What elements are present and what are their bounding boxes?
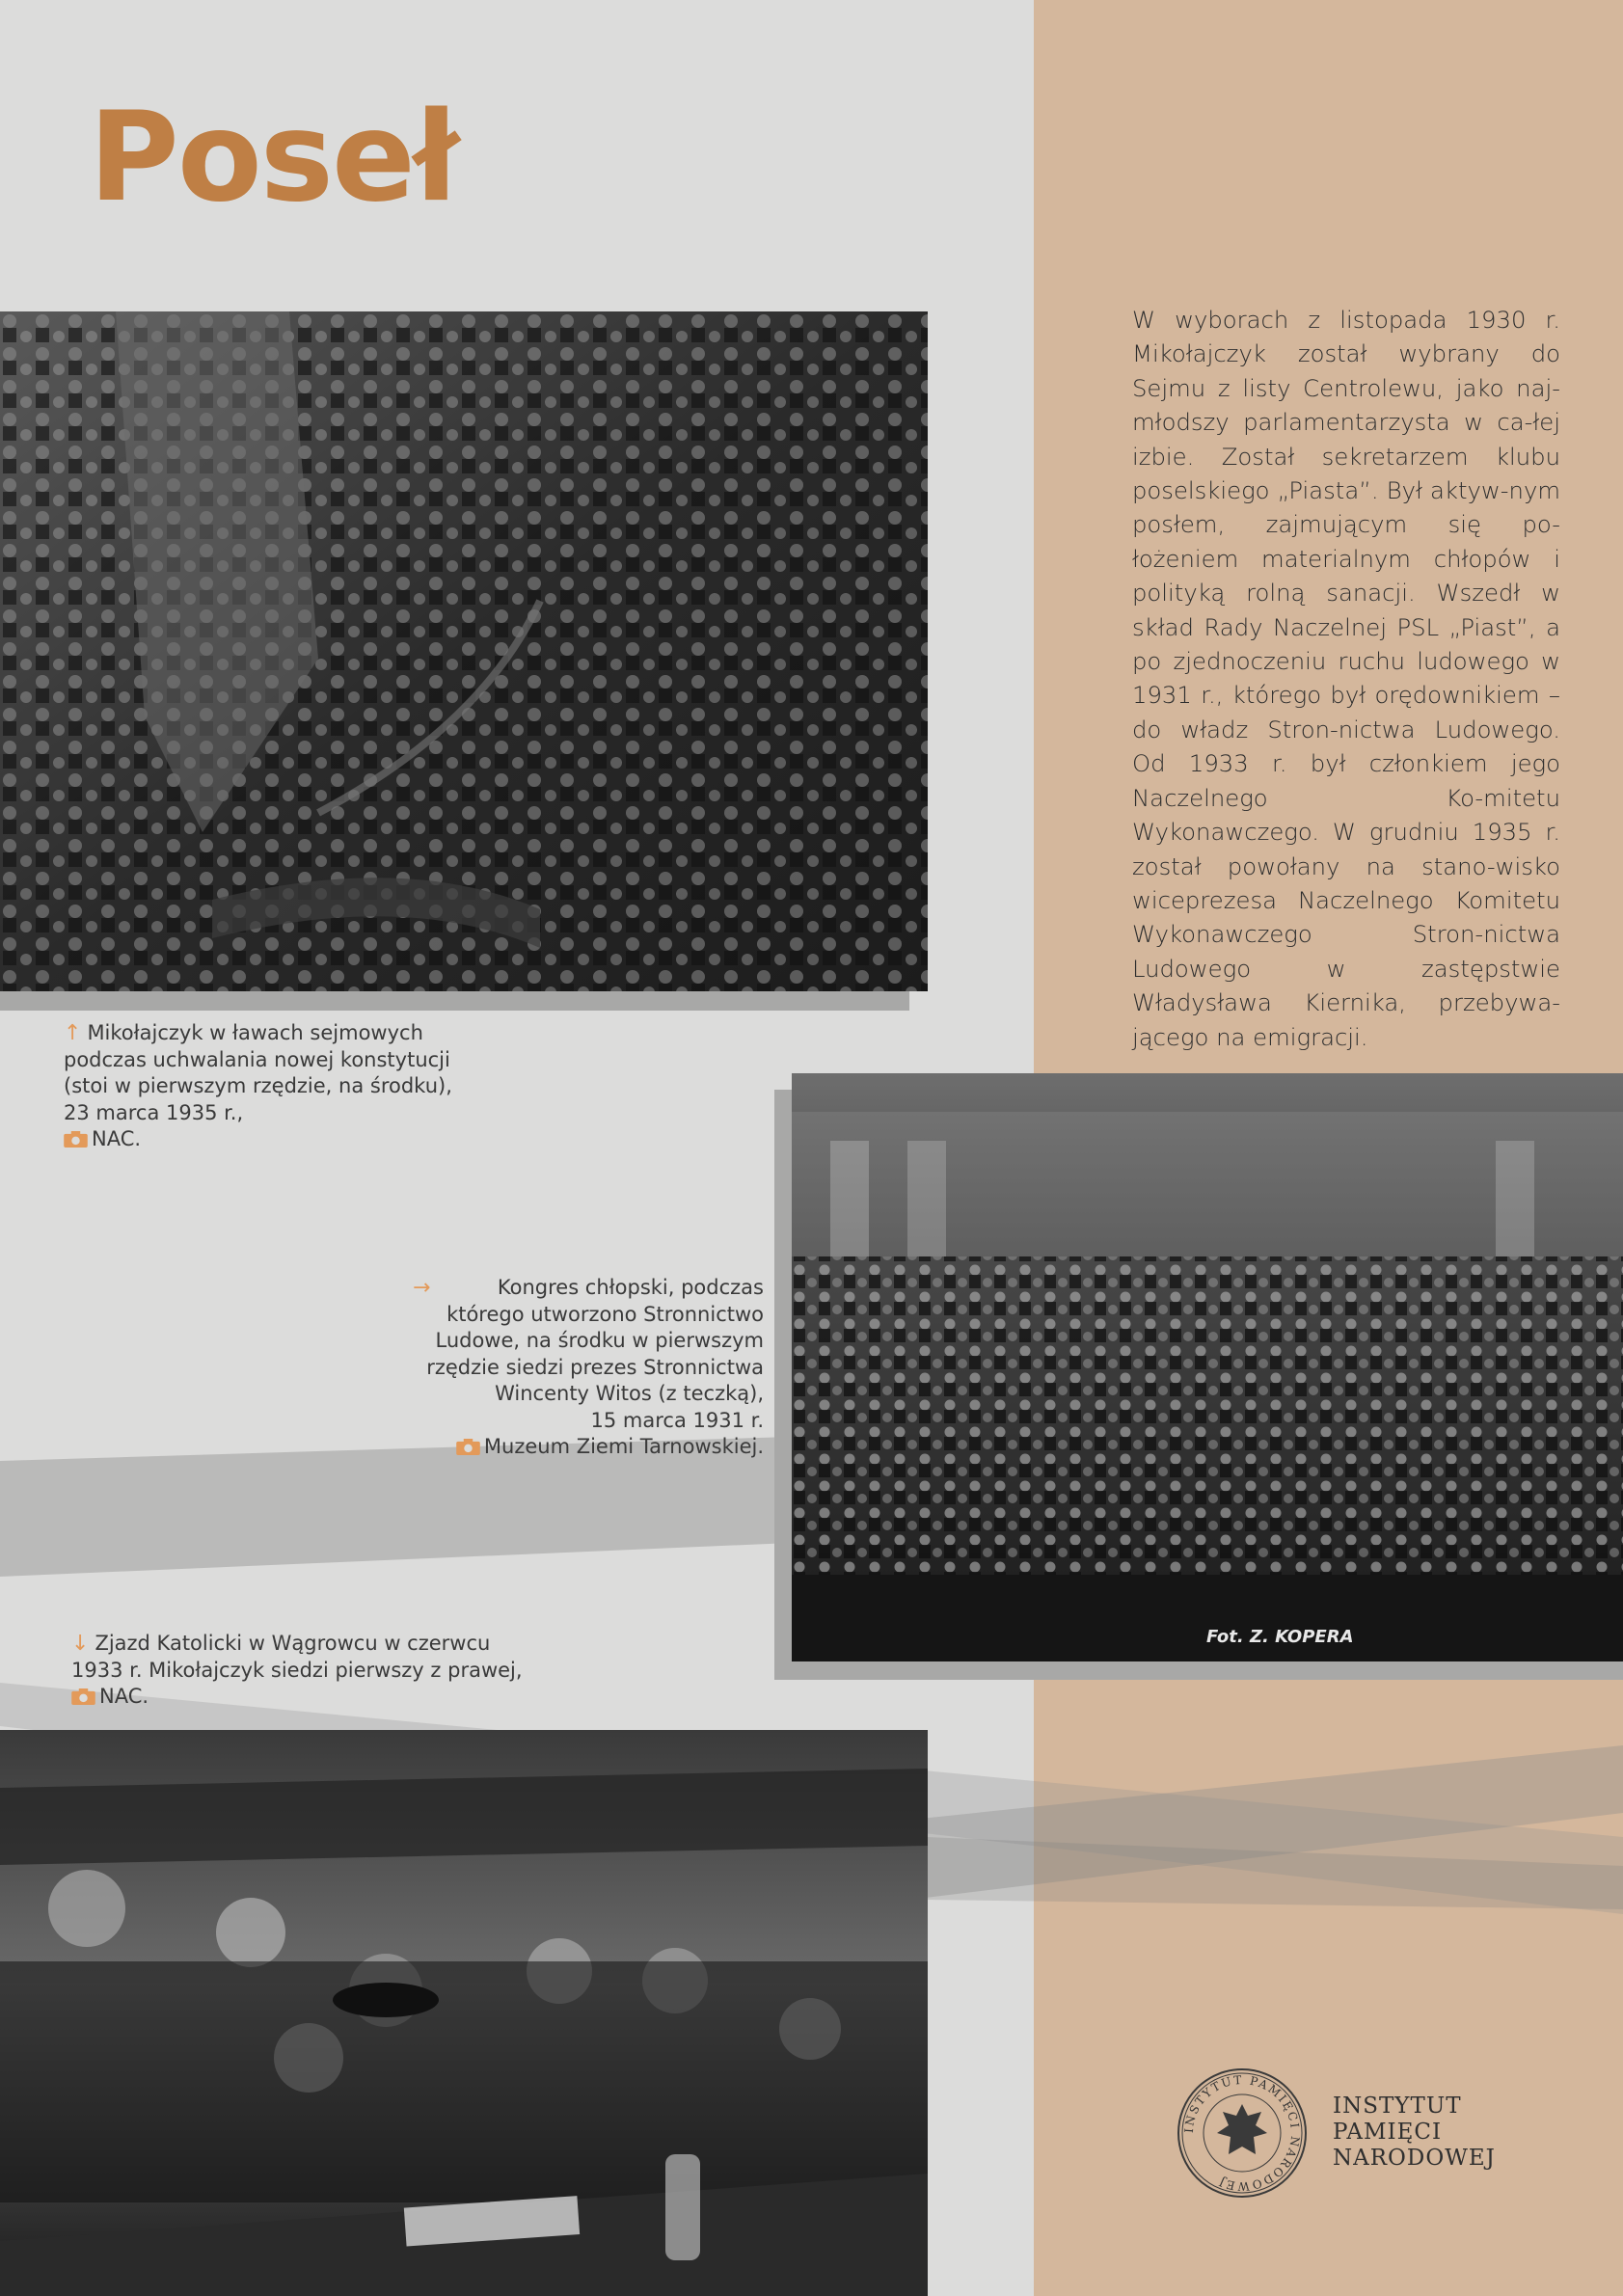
kongres-photo [792,1073,1623,1661]
svg-text:INSTYTUT PAMIĘCI NARODOWEJ: INSTYTUT PAMIĘCI NARODOWEJ [1181,2072,1303,2194]
page-title: Poseł [89,86,458,230]
arrow-down-icon: ↓ [71,1632,90,1656]
logo-line: INSTYTUT [1333,2093,1462,2119]
kongres-caption-line: → Kongres chłopski, podczas [413,1276,764,1300]
arrow-up-icon: ↑ [64,1021,82,1045]
kongres-caption-line: Ludowe, na środku w pierwszym [435,1329,764,1352]
sejm-caption-line: podczas uchwalania nowej konstytucji [64,1047,450,1071]
kongres-caption-line: rzędzie siedzi prezes Stronnictwa [426,1355,764,1379]
photo-shadow [774,1661,1623,1680]
kongres-caption-line: którego utworzono Stronnictwo [446,1302,764,1326]
zjazd-source: NAC. [71,1684,149,1711]
kongres-photo-image [792,1073,1623,1661]
camera-icon [456,1439,480,1455]
sejm-photo [0,311,928,991]
sejm-caption-line: 23 marca 1935 r., [64,1100,244,1124]
sejm-caption-line: ↑ Mikołajczyk w ławach sejmowych [64,1021,423,1045]
sejm-caption-line: (stoi w pierwszym rzędzie, na środku), [64,1074,452,1097]
kongres-source: Muzeum Ziemi Tarnowskiej. [456,1434,764,1461]
camera-icon [71,1688,95,1705]
sejm-source: NAC. [64,1126,141,1153]
sejm-photo-image [0,311,928,991]
logo-line: NARODOWEJ [1333,2146,1496,2171]
ipn-logo-icon [1175,2066,1310,2201]
zjazd-caption-line: 1933 r. Mikołajczyk siedzi pierwszy z prawej, [71,1658,523,1682]
arrow-right-icon: → [413,1276,431,1300]
body-text: W wyborach z listopada 1930 r. Mikołajczyk został wybrany do Sejmu z listy Centrolewu, jako naj-młodszy parlamentarzysta w ca-łej izbie. Został sekretarzem klubu poselskiego „Piasta”. Był aktyw-nym posłem, zajmującym się po-łożeniem materialnym chłopów i polityką rolną sanacji. Wszedł w skład Rady Naczelnej PSL „Piast”, a po zjednoczeniu ruchu ludowego w 1931 r., którego był orędownikiem – do władz Stron-nictwa Ludowego. Od 1933 r. był członkiem jego Naczelnego Ko-mitetu Wykonawczego. W grudniu 1935 r. został powołany na stano-wisko wiceprezesa Naczelnego Komitetu Wykonawczego Stron-nictwa Ludowego w zastępstwie Władysława Kiernika, przebywa-jącego na emigracji. [1132,306,1560,1051]
photo-credit: Fot. Z. KOPERA [1206,1627,1354,1647]
kongres-caption-line: Wincenty Witos (z teczką), [495,1382,764,1405]
logo-line: PAMIĘCI [1333,2120,1443,2145]
sejm-caption [64,1020,507,1155]
ipn-logo-text [1333,2093,1496,2172]
camera-icon [64,1131,88,1148]
zjazd-photo [0,1730,928,2296]
zjazd-caption-line: ↓ Zjazd Katolicki w Wągrowcu w czerwcu [71,1632,491,1656]
zjazd-caption [71,1631,611,1713]
zjazd-photo-image [0,1730,928,2296]
kongres-caption-line: 15 marca 1931 r. [590,1408,764,1432]
kongres-caption [366,1275,764,1463]
